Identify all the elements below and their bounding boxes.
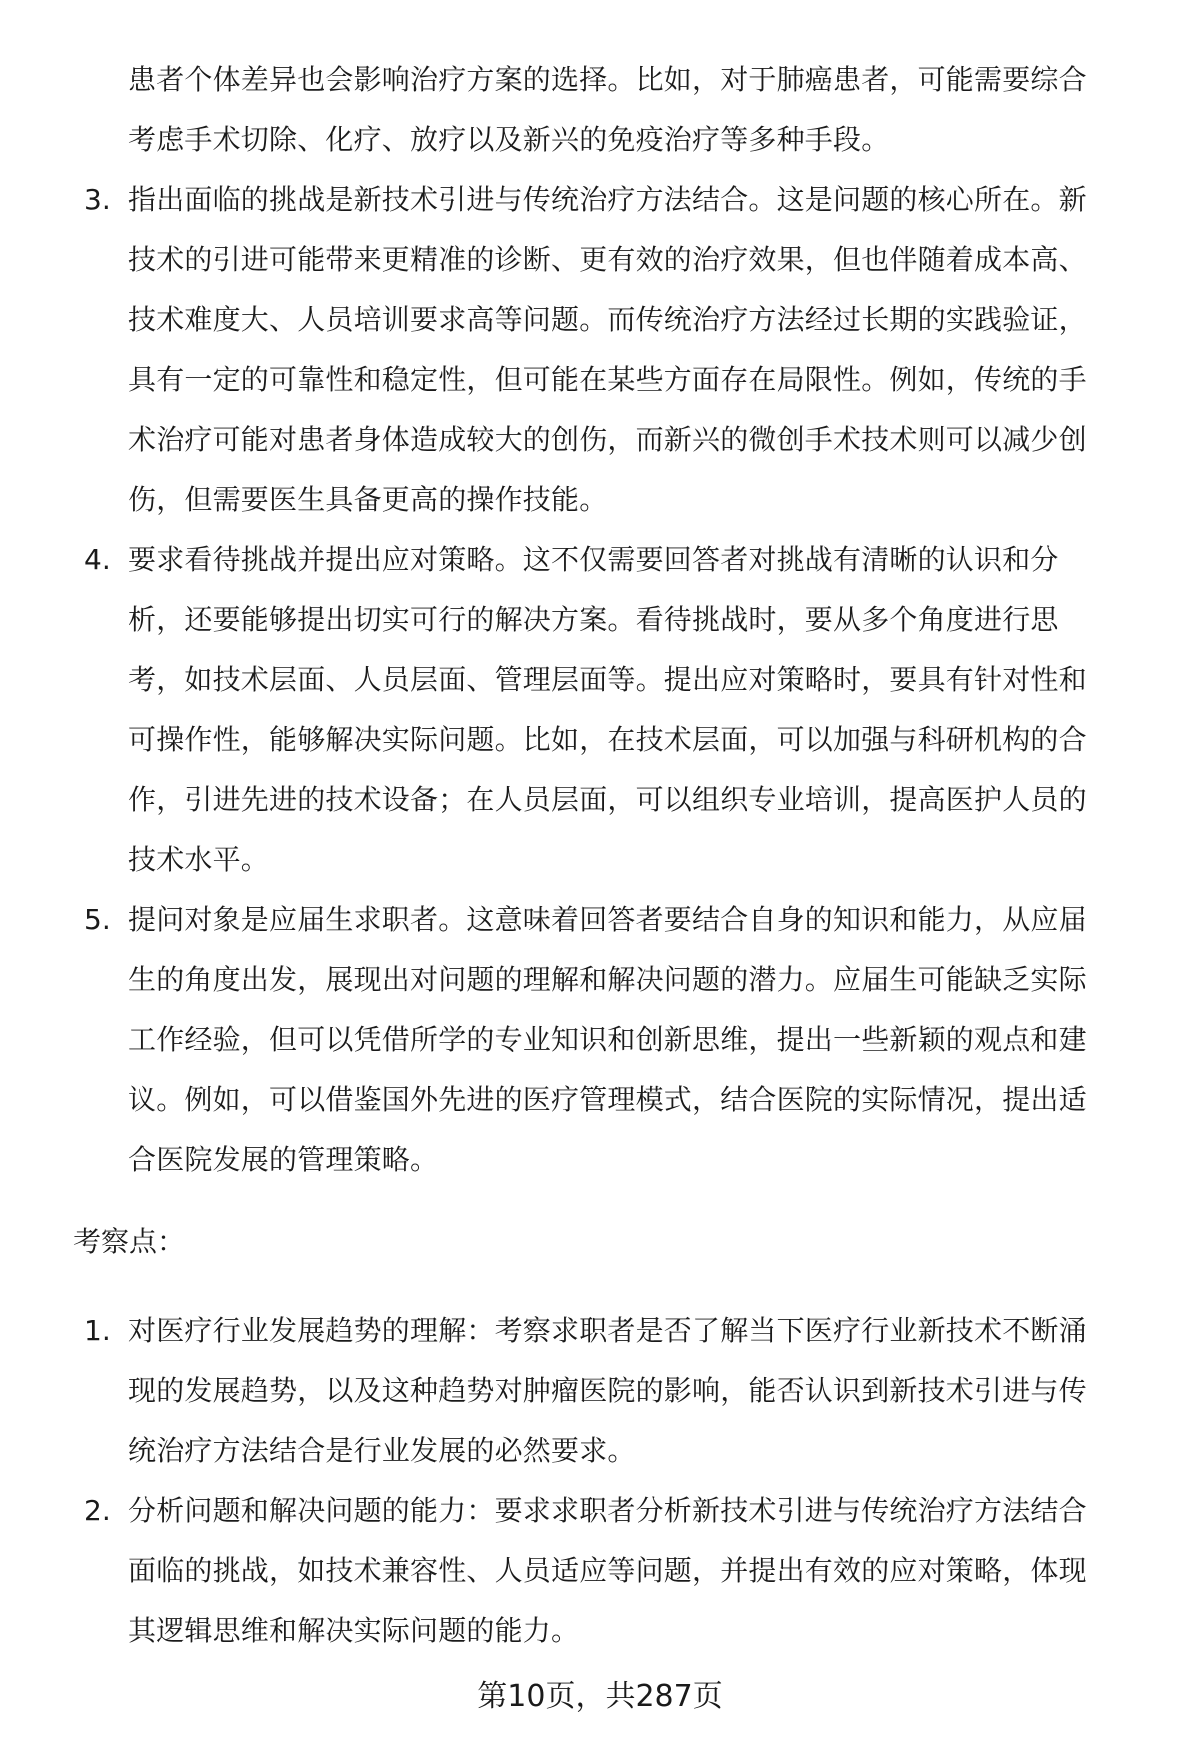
list-item-text-line: 具有一定的可靠性和稳定性，但可能在某些方面存在局限性。例如，传统的手 xyxy=(128,363,1087,396)
list-item-text-line: 技术的引进可能带来更精准的诊断、更有效的治疗效果，但也伴随着成本高、 xyxy=(128,243,1087,276)
list-item-text-line: 考，如技术层面、人员层面、管理层面等。提出应对策略时，要具有针对性和 xyxy=(128,663,1087,696)
list-item-text-line: 可操作性，能够解决实际问题。比如，在技术层面，可以加强与科研机构的合 xyxy=(128,723,1087,756)
section-heading: 考察点： xyxy=(73,1225,186,1258)
list-item-text-line: 考虑手术切除、化疗、放疗以及新兴的免疫治疗等多种手段。 xyxy=(128,123,890,156)
list-item-text-line: 面临的挑战，如技术兼容性、人员适应等问题，并提出有效的应对策略，体现 xyxy=(128,1554,1087,1587)
list-item-text-line: 其逻辑思维和解决实际问题的能力。 xyxy=(128,1614,580,1647)
list-item-text-line: 技术水平。 xyxy=(128,843,270,876)
list-item-text-line: 技术难度大、人员培训要求高等问题。而传统治疗方法经过长期的实践验证， xyxy=(128,303,1087,336)
list-item-text-line: 提问对象是应届生求职者。这意味着回答者要结合自身的知识和能力，从应届 xyxy=(128,903,1087,936)
list-item-text-line: 统治疗方法结合是行业发展的必然要求。 xyxy=(128,1434,636,1467)
list-item-text-line: 伤，但需要医生具备更高的操作技能。 xyxy=(128,483,608,516)
list-item-text-line: 析，还要能够提出切实可行的解决方案。看待挑战时，要从多个角度进行思 xyxy=(128,603,1059,636)
list-item-text-line: 议。例如，可以借鉴国外先进的医疗管理模式，结合医院的实际情况，提出适 xyxy=(128,1083,1087,1116)
list-item-text-line: 作，引进先进的技术设备；在人员层面，可以组织专业培训，提高医护人员的 xyxy=(128,783,1087,816)
list-item-text-line: 要求看待挑战并提出应对策略。这不仅需要回答者对挑战有清晰的认识和分 xyxy=(128,543,1059,576)
list-item-number: 2. xyxy=(84,1494,111,1527)
page-footer: 第10页，共287页 xyxy=(477,1679,723,1714)
list-item-text-line: 合医院发展的管理策略。 xyxy=(128,1143,439,1176)
list-item-number: 5. xyxy=(84,903,111,936)
list-item-text-line: 患者个体差异也会影响治疗方案的选择。比如，对于肺癌患者，可能需要综合 xyxy=(128,63,1087,96)
list-item-number: 3. xyxy=(84,183,111,216)
list-item-text-line: 生的角度出发，展现出对问题的理解和解决问题的潜力。应届生可能缺乏实际 xyxy=(128,963,1087,996)
list-item-text-line: 现的发展趋势，以及这种趋势对肿瘤医院的影响，能否认识到新技术引进与传 xyxy=(128,1374,1087,1407)
list-item-text-line: 指出面临的挑战是新技术引进与传统治疗方法结合。这是问题的核心所在。新 xyxy=(128,183,1087,216)
list-item-text-line: 术治疗可能对患者身体造成较大的创伤，而新兴的微创手术技术则可以减少创 xyxy=(128,423,1087,456)
list-item-text-line: 对医疗行业发展趋势的理解：考察求职者是否了解当下医疗行业新技术不断涌 xyxy=(128,1314,1087,1347)
list-item-text-line: 工作经验，但可以凭借所学的专业知识和创新思维，提出一些新颖的观点和建 xyxy=(128,1023,1087,1056)
list-item-number: 4. xyxy=(84,543,111,576)
list-item-number: 1. xyxy=(84,1314,111,1347)
list-item-text-line: 分析问题和解决问题的能力：要求求职者分析新技术引进与传统治疗方法结合 xyxy=(128,1494,1087,1527)
